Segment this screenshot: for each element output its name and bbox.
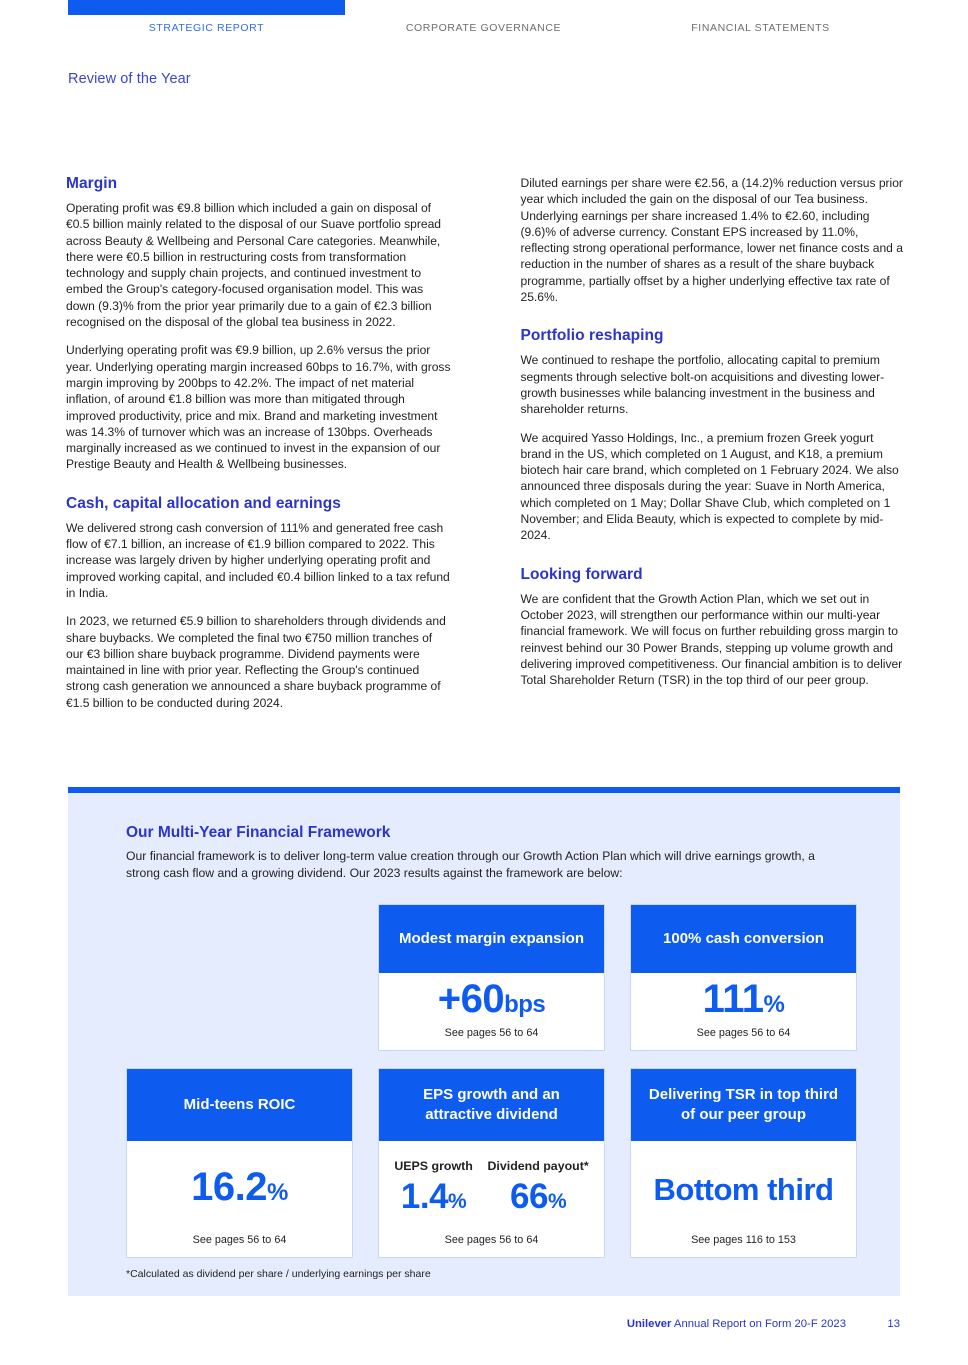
split-metric-number: 66 (510, 1176, 548, 1216)
card-body (631, 973, 856, 1027)
paragraph: We acquired Yasso Holdings, Inc., a premium frozen Greek yogurt brand in the US, which completed on 1 August, and K18, a premium biotech hair care brand, which completed on 1 February 2024. We also announced three disposals during the year: Suave in North America, which completed on 1 May; Dollar Shave Club, which completed on 1 November; and Elida Beauty, which is expected to complete by mid-2024. (520, 430, 899, 543)
card-body (379, 973, 604, 1027)
split-metric-value (394, 1178, 472, 1221)
card-split-metrics (387, 1145, 596, 1234)
card-title: 100% cash conversion (631, 905, 856, 973)
tab-corporate-governance[interactable] (345, 0, 622, 34)
card-reference[interactable]: See pages 56 to 64 (192, 1234, 287, 1246)
paragraph: We continued to reshape the portfolio, allocating capital to premium segments through selective bolt-on acquisitions and divesting lower-growth businesses while balancing investment in the business and shareholder returns. (520, 353, 885, 417)
section-heading-margin: Margin (66, 175, 118, 192)
metric-card-mid-teens-roic (126, 1068, 353, 1258)
paragraph: Underlying operating profit was €9.9 billion, up 2.6% versus the prior year. Underlying operating margin increased 60bps to 16.7%, with gross margin improving by 200bps to 42.2%. The impact of net material inflation, of around €1.8 billion was more than mitigated through improved productivity, price and mix. Brand and marketing investment was 14.3% of turnover which was an increase of 130bps. Overheads marginally increased as we continued to invest in the expansion of our Prestige Beauty and Health & Wellbeing businesses. (66, 343, 451, 472)
card-reference[interactable]: See pages 116 to 153 (691, 1234, 796, 1246)
panel-footnote: *Calculated as dividend per share / underlying earnings per share (126, 1268, 431, 1280)
paragraph: Operating profit was €9.8 billion which included a gain on disposal of €0.5 billion mainly related to the disposal of our Suave portfolio spread across Beauty & Wellbeing and Personal Care categories. Meanwhile, there were €0.5 billion in restructuring costs from transformation technology and supply chain projects, and continued investment to embed the Group's category-focused organisation model. This was down (9.3)% from the prior year primarily due to a gain of €2.3 billion recognised on the disposal of the global tea business in 2022. (66, 201, 442, 330)
card-body (631, 1141, 856, 1234)
split-metric-unit: % (448, 1189, 467, 1213)
financial-framework-panel (68, 787, 900, 1296)
card-value (703, 977, 785, 1027)
panel-intro: Our financial framework is to deliver long-term value creation through our Growth Action Plan which will drive earnings growth, a strong cash flow and a growing dividend. Our 2023 results against the framework are below: (126, 849, 815, 880)
tab-financial-statements-label: FINANCIAL STATEMENTS (691, 22, 830, 34)
section-heading-portfolio-reshaping: Portfolio reshaping (520, 327, 664, 345)
split-metric-number: 1.4 (400, 1176, 449, 1216)
tab-indicator-inactive (622, 0, 899, 15)
split-metric-unit: % (547, 1189, 567, 1213)
card-title: Delivering TSR in top third of our peer group (631, 1069, 856, 1141)
metric-card-grid (126, 904, 858, 1258)
card-value-number: +60 (437, 977, 505, 1021)
card-value (438, 977, 546, 1027)
paragraph: We delivered strong cash conversion of 111% and generated free cash flow of €7.1 billion, an increase of €1.9 billion compared to 2022. This increase was largely driven by higher underlying operating profit and improved working capital, and included €0.4 billion linked to a tax refund in India. (66, 520, 450, 600)
top-navigation (0, 0, 968, 46)
tab-strategic-report[interactable] (68, 0, 345, 34)
metric-card-tsr (630, 1068, 857, 1258)
tab-strategic-report-label: STRATEGIC REPORT (148, 22, 265, 34)
card-value-unit: % (763, 991, 785, 1018)
panel-title: Our Multi-Year Financial Framework (126, 824, 391, 841)
card-value-number: 16.2 (191, 1164, 267, 1209)
running-head: Review of the Year (68, 71, 191, 87)
card-value (191, 1165, 288, 1215)
card-reference[interactable]: See pages 56 to 64 (444, 1027, 539, 1039)
left-column (66, 175, 452, 711)
card-title: EPS growth and an attractive dividend (379, 1069, 604, 1141)
right-column (521, 175, 907, 711)
tab-financial-statements[interactable] (622, 0, 899, 34)
active-tab-indicator (68, 0, 345, 15)
section-heading-cash: Cash, capital allocation and earnings (66, 494, 341, 512)
card-title: Modest margin expansion (379, 905, 604, 973)
card-value-number: 111 (702, 977, 764, 1021)
tab-indicator-inactive (345, 0, 622, 15)
split-metric-value (487, 1178, 588, 1221)
card-reference[interactable]: See pages 56 to 64 (696, 1027, 791, 1039)
body-columns (66, 175, 906, 711)
metric-card-modest-margin-expansion (378, 904, 605, 1051)
section-heading-looking-forward: Looking forward (520, 565, 643, 583)
metric-card-eps-growth-dividend (378, 1068, 605, 1258)
paragraph: We are confident that the Growth Action Plan, which we set out in October 2023, will strengthen our performance within our multi-year financial framework. We will focus on further rebuilding gross margin to reinvest behind our 30 Power Brands, stepping up volume growth and delivering improved competitiveness. Our financial ambition is to deliver Total Shareholder Return (TSR) in the top third of our peer group. (520, 591, 903, 688)
footer-imprint-text: Annual Report on Form 20-F 2023 (671, 1318, 846, 1330)
split-metric-dividend-payout (487, 1159, 588, 1221)
card-reference[interactable]: See pages 56 to 64 (444, 1234, 539, 1246)
card-title: Mid-teens ROIC (127, 1069, 352, 1141)
card-value-unit: bps (504, 991, 546, 1018)
footer-imprint (627, 1318, 846, 1330)
paragraph: In 2023, we returned €5.9 billion to shareholders through dividends and share buybacks. We completed the final two €750 million tranches of our €3 billion share buyback programme. Dividend payments were maintained in line with prior year. Reflecting the Group's continued strong cash generation we announced a share buyback programme of €1.5 billion to be conducted during 2024. (66, 614, 446, 710)
card-body (127, 1141, 352, 1234)
card-value: Bottom third (653, 1171, 834, 1207)
card-value-unit: % (267, 1178, 288, 1206)
split-metric-label: UEPS growth (394, 1158, 473, 1173)
tab-corporate-governance-label: CORPORATE GOVERNANCE (405, 22, 562, 34)
paragraph: Diluted earnings per share were €2.56, a (14.2)% reduction versus prior year which included the gain on the disposal of our Tea business. Underlying earnings per share increased 1.4% to €2.60, including (9.6)% of adverse currency. Constant EPS increased by 11.0%, reflecting strong operational performance, lower net finance costs and a reduction in the number of shares as a result of the share buyback programme, partially offset by a higher underlying effective tax rate of 25.6%. (520, 176, 903, 305)
split-metric-ueps-growth (394, 1159, 472, 1221)
page-number: 13 (887, 1318, 900, 1330)
metric-card-cash-conversion (630, 904, 857, 1051)
card-body (379, 1141, 604, 1234)
split-metric-label: Dividend payout* (487, 1158, 589, 1173)
footer-brand: Unilever (626, 1318, 672, 1330)
